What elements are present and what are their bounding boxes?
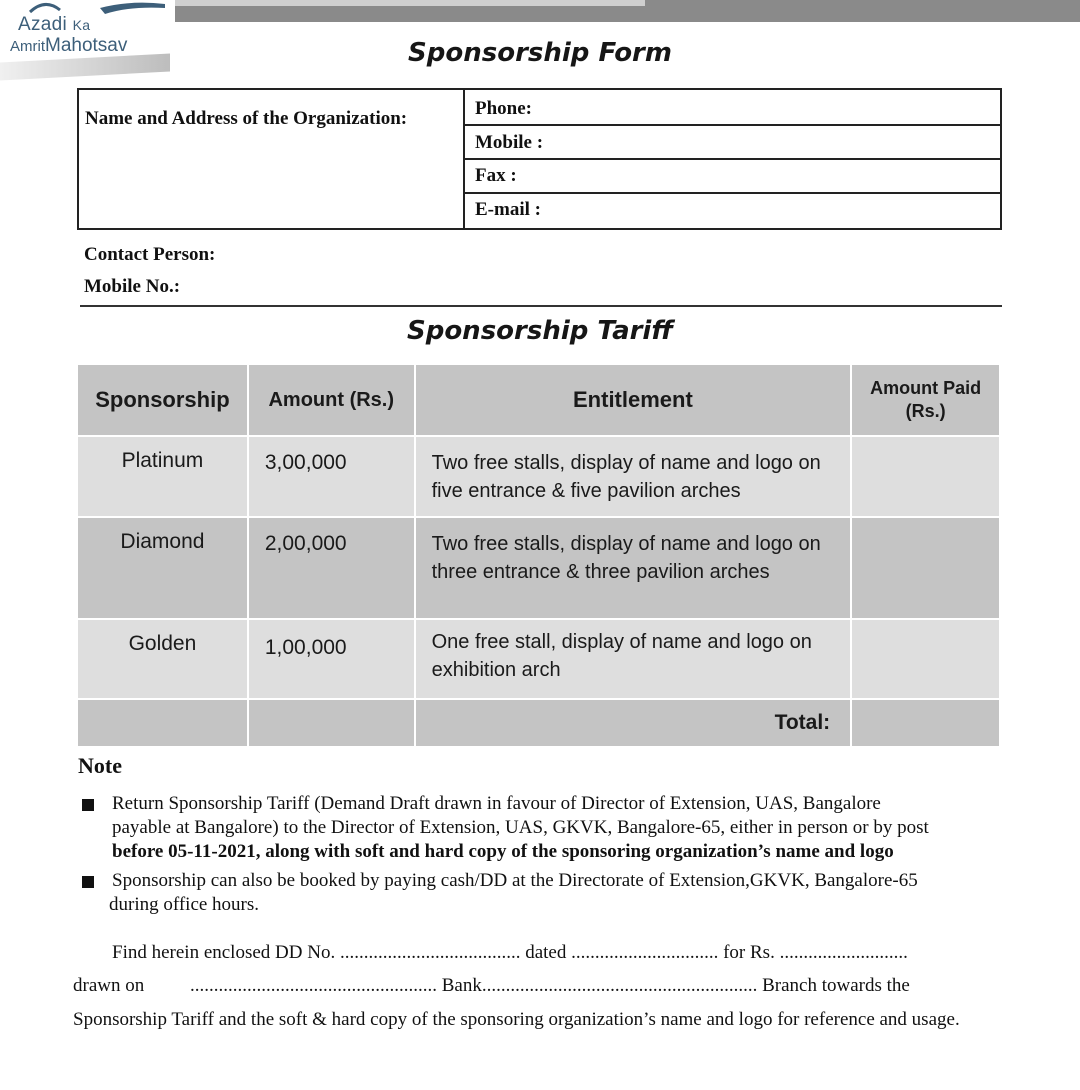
header-amount-paid: Amount Paid (Rs.)	[851, 364, 1000, 436]
contact-person-label: Contact Person:	[84, 244, 216, 265]
row-amount-paid-field[interactable]	[851, 517, 1000, 619]
organization-name-address-label: Name and Address of the Organization:	[85, 108, 408, 129]
email-field[interactable]	[463, 194, 1002, 228]
section-divider	[80, 305, 1002, 307]
enclosure-drawn-on-label: drawn on	[73, 975, 145, 996]
row-level: Platinum	[121, 449, 204, 472]
enclosure-line-3: Sponsorship Tariff and the soft & hard copy of the sponsoring organization’s name and logo for reference and usage.	[73, 1009, 960, 1030]
logo-text-line1: Azadi Ka	[18, 14, 91, 35]
bullet-icon	[82, 799, 94, 811]
form-title: Sponsorship Form	[408, 38, 672, 68]
mobile-label: Mobile :	[475, 132, 544, 153]
row-entitlement: One free stall, display of name and logo on exhibition arch	[431, 631, 812, 681]
row-level: Diamond	[120, 530, 205, 553]
total-amount-field[interactable]	[851, 699, 1000, 747]
total-label: Total:	[774, 711, 831, 734]
bullet-icon	[82, 876, 94, 888]
row-amount: 2,00,000	[264, 532, 347, 555]
contact-mobile-label: Mobile No.:	[84, 276, 181, 297]
row-amount-paid-field[interactable]	[851, 619, 1000, 699]
row-amount: 1,00,000	[264, 636, 347, 659]
row-entitlement: Two free stalls, display of name and logo on three entrance & three pavilion arches	[431, 533, 821, 583]
header-sponsorship: Sponsorship	[77, 364, 248, 436]
enclosure-line-1: Find herein enclosed DD No. ...................................... dated ............................... for Rs. ...........................	[112, 942, 908, 963]
tariff-title: Sponsorship Tariff	[406, 316, 673, 346]
fax-field[interactable]	[463, 160, 1002, 194]
row-entitlement: Two free stalls, display of name and logo on five entrance & five pavilion arches	[431, 452, 821, 502]
header-amount: Amount (Rs.)	[248, 364, 415, 436]
sponsorship-tariff-table	[76, 363, 1001, 748]
phone-label: Phone:	[475, 98, 532, 119]
mobile-field[interactable]	[463, 126, 1002, 160]
note-item-2: Sponsorship can also be booked by paying cash/DD at the Directorate of Extension,GKVK, Bangalore-65 during office hours.	[109, 870, 918, 915]
table-row	[77, 436, 1000, 517]
row-amount-paid-field[interactable]	[851, 436, 1000, 517]
table-row	[77, 619, 1000, 699]
organization-name-address-field[interactable]	[79, 90, 465, 228]
email-label: E-mail :	[475, 199, 541, 220]
table-total-row	[77, 699, 1000, 747]
header-entitlement: Entitlement	[415, 364, 852, 436]
note-item-1: Return Sponsorship Tariff (Demand Draft drawn in favour of Director of Extension, UAS, Bangalore payable at Bangalore) to the Director of Extension, UAS, GKVK, Bangalore-65, either in person or by post before 05-11-2021, along with soft and hard copy of the sponsoring organization’s name and logo	[112, 793, 929, 862]
row-level: Golden	[128, 632, 197, 655]
row-amount: 3,00,000	[264, 451, 347, 474]
table-row	[77, 517, 1000, 619]
enclosure-line-2: .................................................... Bank.......................................................... Branch towards the	[190, 975, 910, 996]
logo-text-line2: AmritMahotsav	[10, 35, 128, 56]
note-title: Note	[78, 753, 122, 778]
header-bar-highlight	[175, 0, 645, 6]
table-header-row	[77, 364, 1000, 436]
phone-field[interactable]	[463, 90, 1002, 126]
organization-details-box	[77, 88, 1002, 230]
fax-label: Fax :	[475, 165, 517, 186]
